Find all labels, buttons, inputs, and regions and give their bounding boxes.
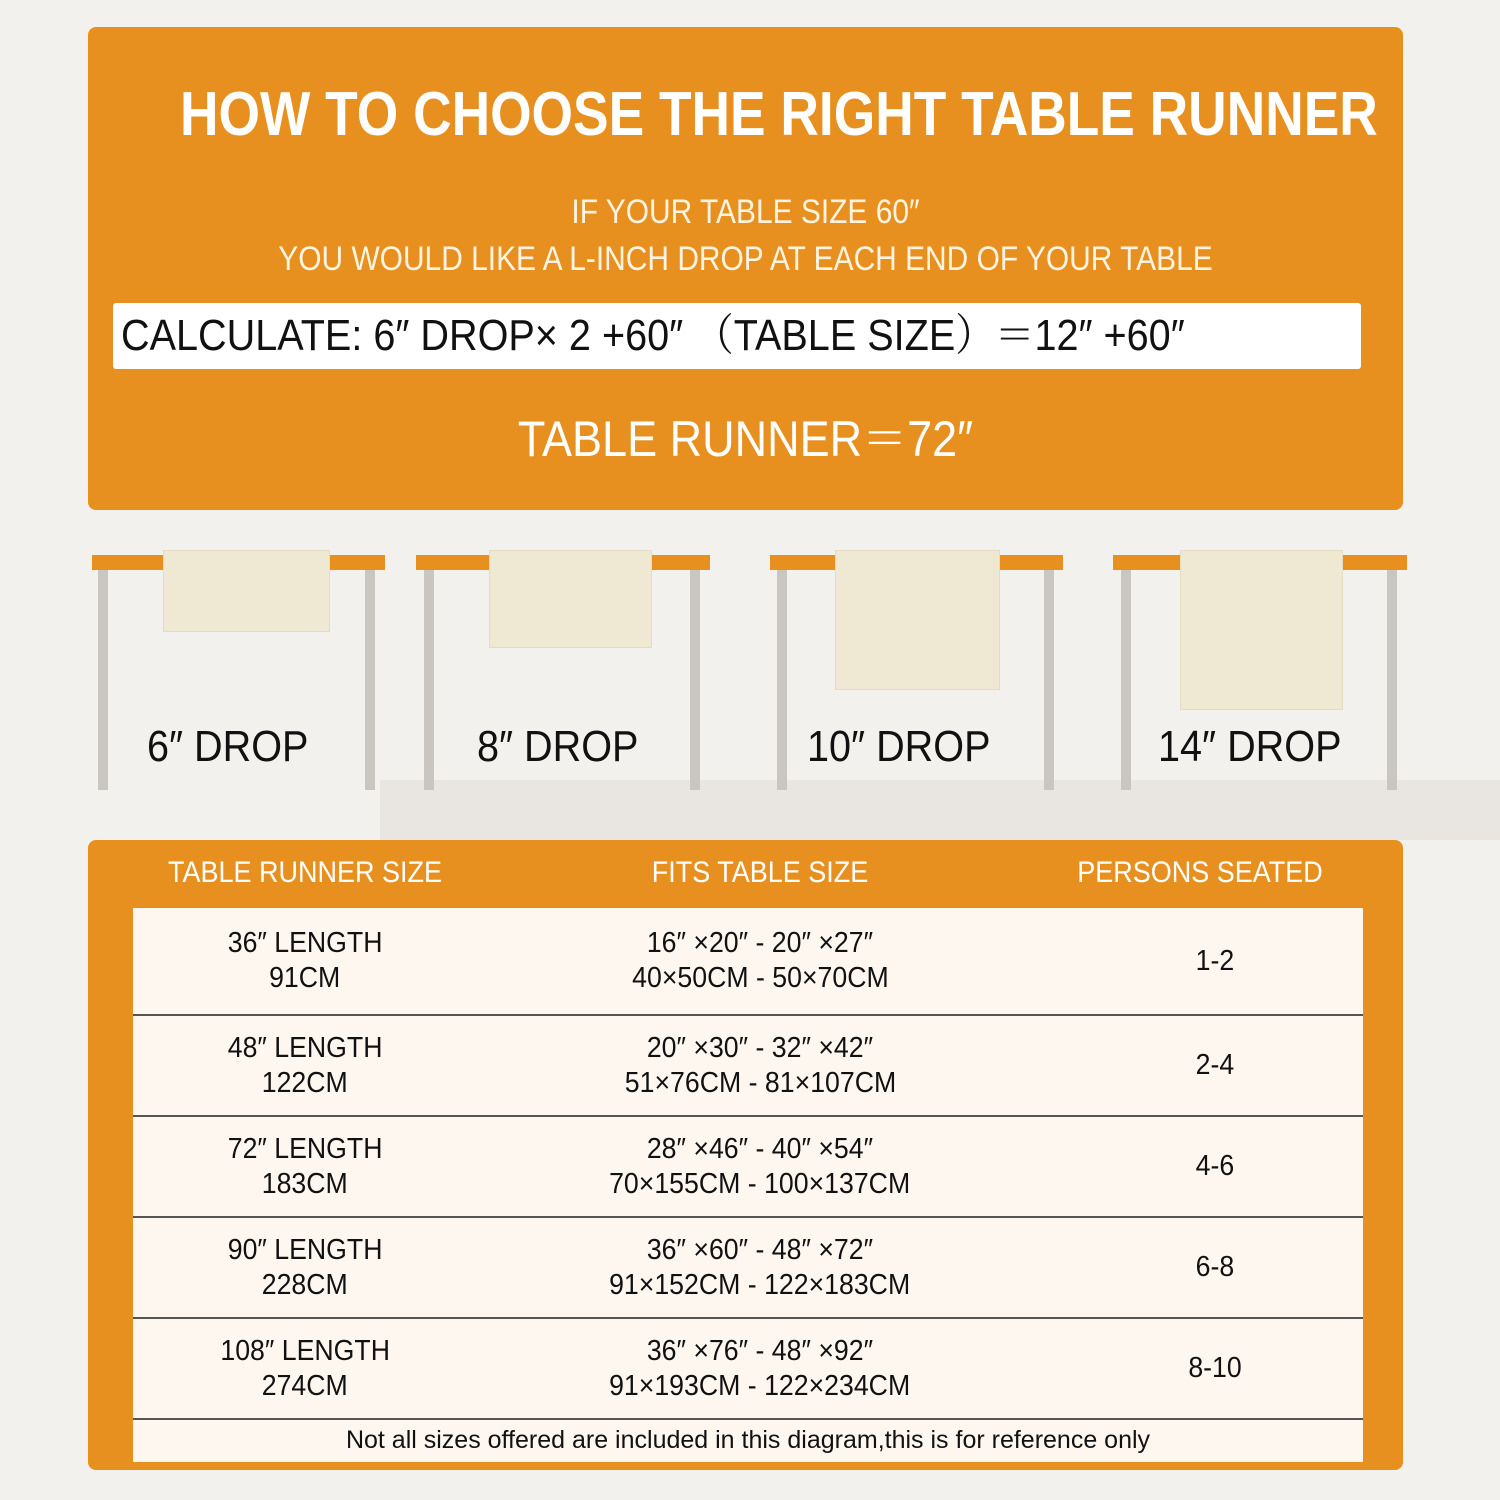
fits-table-cell-fits_cm: 70×155CM - 100×137CM [609, 1167, 911, 1200]
persons-cell [1043, 1117, 1387, 1216]
drop-label: 14″ DROP [1158, 722, 1342, 771]
table-top-right [330, 555, 385, 570]
persons-cell [1043, 1319, 1387, 1418]
table-top-right [1343, 555, 1407, 570]
table-leg [777, 570, 787, 790]
table-leg [690, 570, 700, 790]
fits-table-cell-fits_in: 36″ ×76″ - 48″ ×92″ [646, 1334, 874, 1367]
fits-table-cell [477, 1319, 1043, 1418]
example-line-1: IF YOUR TABLE SIZE 60″ [571, 193, 920, 231]
runner-size-cell-cm: 122CM [261, 1066, 349, 1099]
table-top-left [92, 555, 163, 570]
runner-swatch [489, 550, 652, 648]
example-line-2: YOU WOULD LIKE A L-INCH DROP AT EACH END OF YOUR TABLE [278, 240, 1213, 278]
persons-cell-persons: 1-2 [1195, 944, 1235, 977]
persons-cell [1043, 1218, 1387, 1317]
drop-label: 6″ DROP [147, 722, 309, 771]
table-row [133, 1016, 1363, 1117]
runner-swatch [1180, 550, 1343, 710]
runner-size-cell [133, 1218, 477, 1317]
runner-size-cell [133, 1319, 477, 1418]
fits-table-cell-fits_in: 20″ ×30″ - 32″ ×42″ [646, 1031, 874, 1064]
runner-size-cell-length: 90″ LENGTH [227, 1233, 383, 1266]
table-row [133, 1117, 1363, 1218]
runner-size-cell-cm: 228CM [261, 1268, 349, 1301]
runner-size-cell-cm: 91CM [269, 962, 341, 994]
runner-size-cell-length: 108″ LENGTH [220, 1334, 390, 1367]
runner-size-cell-length: 36″ LENGTH [227, 927, 383, 959]
runner-size-cell-length: 72″ LENGTH [227, 1132, 383, 1165]
header-runner-size: TABLE RUNNER SIZE [167, 856, 443, 889]
table-row [133, 1319, 1363, 1420]
table-top-right [652, 555, 710, 570]
persons-cell [1043, 908, 1387, 1014]
table-leg [1121, 570, 1131, 790]
persons-cell-persons: 6-8 [1195, 1251, 1235, 1283]
runner-swatch [835, 550, 1000, 690]
page-title: HOW TO CHOOSE THE RIGHT TABLE RUNNER [180, 80, 1378, 149]
runner-size-cell [133, 908, 477, 1014]
drop-label: 10″ DROP [807, 722, 991, 771]
table-top-left [770, 555, 835, 570]
runner-swatch [163, 550, 330, 632]
header-persons: PERSONS SEATED [1077, 856, 1323, 889]
persons-cell-persons: 8-10 [1188, 1352, 1242, 1384]
persons-cell-persons: 2-4 [1195, 1049, 1235, 1081]
table-top-right [1000, 555, 1063, 570]
table-top-left [416, 555, 489, 570]
calculation-text: CALCULATE: 6″ DROP× 2 +60″ （TABLE SIZE）＝12″ +60″ [121, 311, 1185, 360]
fits-table-cell-fits_cm: 91×152CM - 122×183CM [609, 1268, 911, 1301]
runner-size-cell [133, 1016, 477, 1115]
fits-table-cell [477, 1218, 1043, 1317]
fits-table-cell-fits_in: 28″ ×46″ - 40″ ×54″ [646, 1132, 874, 1165]
fits-table-cell-fits_cm: 51×76CM - 81×107CM [624, 1066, 896, 1099]
fits-table-cell [477, 908, 1043, 1014]
runner-size-cell-cm: 183CM [261, 1167, 349, 1200]
runner-size-cell [133, 1117, 477, 1216]
table-row [133, 908, 1363, 1016]
table-top-left [1113, 555, 1180, 570]
disclaimer-note: Not all sizes offered are included in this diagram,this is for reference only [345, 1426, 1151, 1454]
result-text: TABLE RUNNER＝72″ [517, 411, 974, 467]
instructions-panel [88, 27, 1403, 510]
fits-table-cell-fits_cm: 91×193CM - 122×234CM [609, 1369, 911, 1402]
fits-table-cell-fits_in: 36″ ×60″ - 48″ ×72″ [646, 1233, 874, 1266]
header-fits-table: FITS TABLE SIZE [651, 856, 869, 889]
table-leg [365, 570, 375, 790]
size-table [133, 908, 1363, 1462]
background-table [380, 780, 1500, 840]
table-leg [98, 570, 108, 790]
table-leg [1044, 570, 1054, 790]
runner-size-cell-cm: 274CM [261, 1369, 349, 1402]
table-row [133, 1218, 1363, 1319]
table-leg [1387, 570, 1397, 790]
runner-size-cell-length: 48″ LENGTH [227, 1031, 383, 1064]
fits-table-cell-fits_cm: 40×50CM - 50×70CM [631, 962, 889, 994]
calculation-bar [113, 303, 1361, 369]
fits-table-cell-fits_in: 16″ ×20″ - 20″ ×27″ [646, 927, 874, 959]
fits-table-cell [477, 1117, 1043, 1216]
fits-table-cell [477, 1016, 1043, 1115]
persons-cell [1043, 1016, 1387, 1115]
drop-label: 8″ DROP [477, 722, 639, 771]
table-leg [424, 570, 434, 790]
persons-cell-persons: 4-6 [1195, 1150, 1235, 1182]
